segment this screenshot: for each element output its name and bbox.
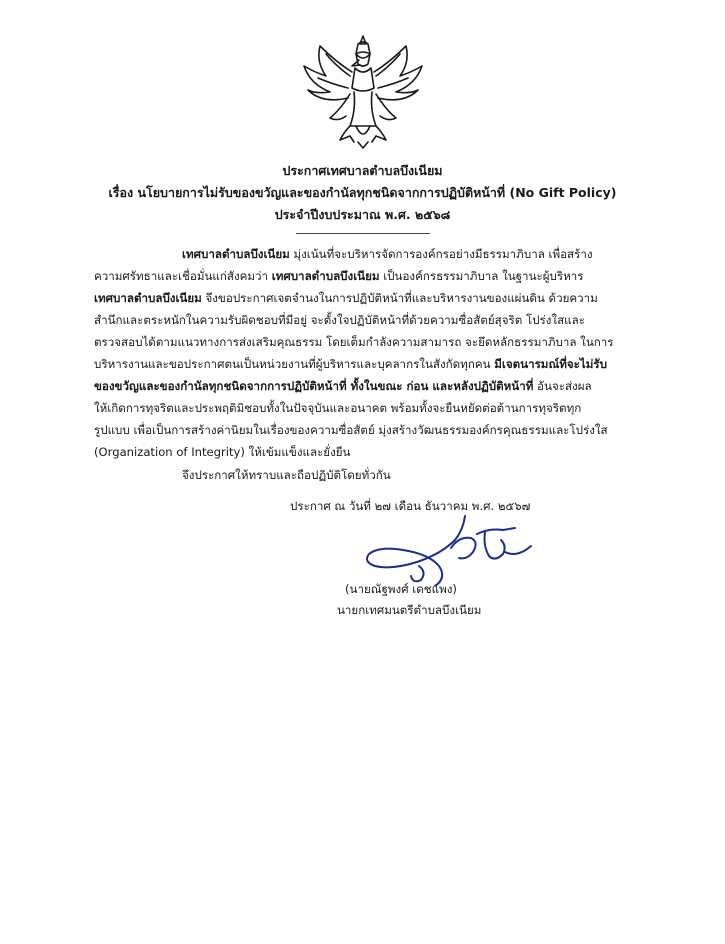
closing-statement: จึงประกาศให้ทราบและถือปฏิบัติโดยทั่วกัน (182, 468, 391, 482)
body-line (94, 287, 598, 309)
signatory-name: (นายณัฐพงศ์ เดชแพง) (345, 582, 457, 596)
body-text: รูปแบบ เพื่อเป็นการสร้างค่านิยมในเรื่องของความซื่อสัตย์ มุ่งสร้างวัฒนธรรมองค์กรคุณธรรมและโปร่งใส (94, 423, 608, 437)
emphasis-text: เทศบาลตำบลบึงเนียม (271, 269, 380, 283)
announcement-title: ประกาศเทศบาลตำบลบึงเนียม (282, 163, 443, 178)
body-text: สำนึกและตระหนักในความรับผิดชอบที่มีอยู่ จะตั้งใจปฏิบัติหน้าที่ด้วยความซื่อสัตย์สุจริต โปร่งใสและ (94, 313, 585, 327)
signatory-position: นายกเทศมนตรีตำบลบึงเนียม (337, 603, 482, 617)
announcement-subject: เรื่อง นโยบายการไม่รับของขวัญและของกำนัลทุกชนิดจากการปฏิบัติหน้าที่ (No Gift Policy) (108, 185, 617, 200)
announcement-date: ประกาศ ณ วันที่ ๒๗ เดือน ธันวาคม พ.ศ. ๒๕๖๗ (290, 499, 531, 513)
fiscal-year: ประจำปีงบประมาณ พ.ศ. ๒๕๖๘ (274, 207, 451, 222)
body-text: (Organization of Integrity) ให้เข้มแข็งและยั่งยืน (94, 445, 351, 459)
garuda-emblem-icon (300, 32, 426, 150)
body-text: ความศรัทธาและเชื่อมั่นแก่สังคมว่า (94, 269, 272, 283)
title-divider (296, 233, 430, 234)
body-text: มุ่งเน้นที่จะบริหารจัดการองค์กรอย่างมีธรรมาภิบาล เพื่อสร้าง (289, 247, 593, 261)
body-line (94, 441, 350, 463)
body-text: เป็นองค์กรธรรมาภิบาล ในฐานะผู้บริหาร (379, 269, 584, 283)
emphasis-text: เทศบาลตำบลบึงเนียม (182, 247, 290, 261)
body-line (94, 331, 614, 353)
body-text: บริหารงานและขอประกาศตนเป็นหน่วยงานที่ผู้บริหารและบุคลากรในสังกัดทุกคน (94, 357, 495, 371)
body-line (94, 419, 608, 441)
body-line (94, 397, 581, 419)
emphasis-text: ของขวัญและของกำนัลทุกชนิดจากการปฏิบัติหน้าที่ ทั้งในขณะ ก่อน และหลังปฏิบัติหน้าที่ (94, 379, 534, 393)
body-text: ให้เกิดการทุจริตและประพฤติมิชอบทั้งในปัจจุบันและอนาคต พร้อมทั้งจะยืนหยัดต่อต้านการทุจริตทุก (94, 401, 582, 415)
body-text: จึงขอประกาศเจตจำนงในการปฏิบัติหน้าที่และบริหารงานของแผ่นดิน ด้วยความ (201, 291, 598, 305)
body-line (182, 243, 593, 265)
body-text: อันจะส่งผล (533, 379, 592, 393)
body-line (94, 309, 585, 331)
emphasis-text: เทศบาลตำบลบึงเนียม (94, 291, 202, 305)
body-line (94, 375, 592, 397)
emphasis-text: มีเจตนารมณ์ที่จะไม่รับ (494, 357, 607, 371)
body-line (94, 353, 607, 375)
body-text: ตรวจสอบได้ตามแนวทางการส่งเสริมคุณธรรม โดยเต็มกำลังความสามารถ จะยึดหลักธรรมาภิบาล ในการ (94, 335, 614, 349)
body-line (94, 265, 583, 287)
